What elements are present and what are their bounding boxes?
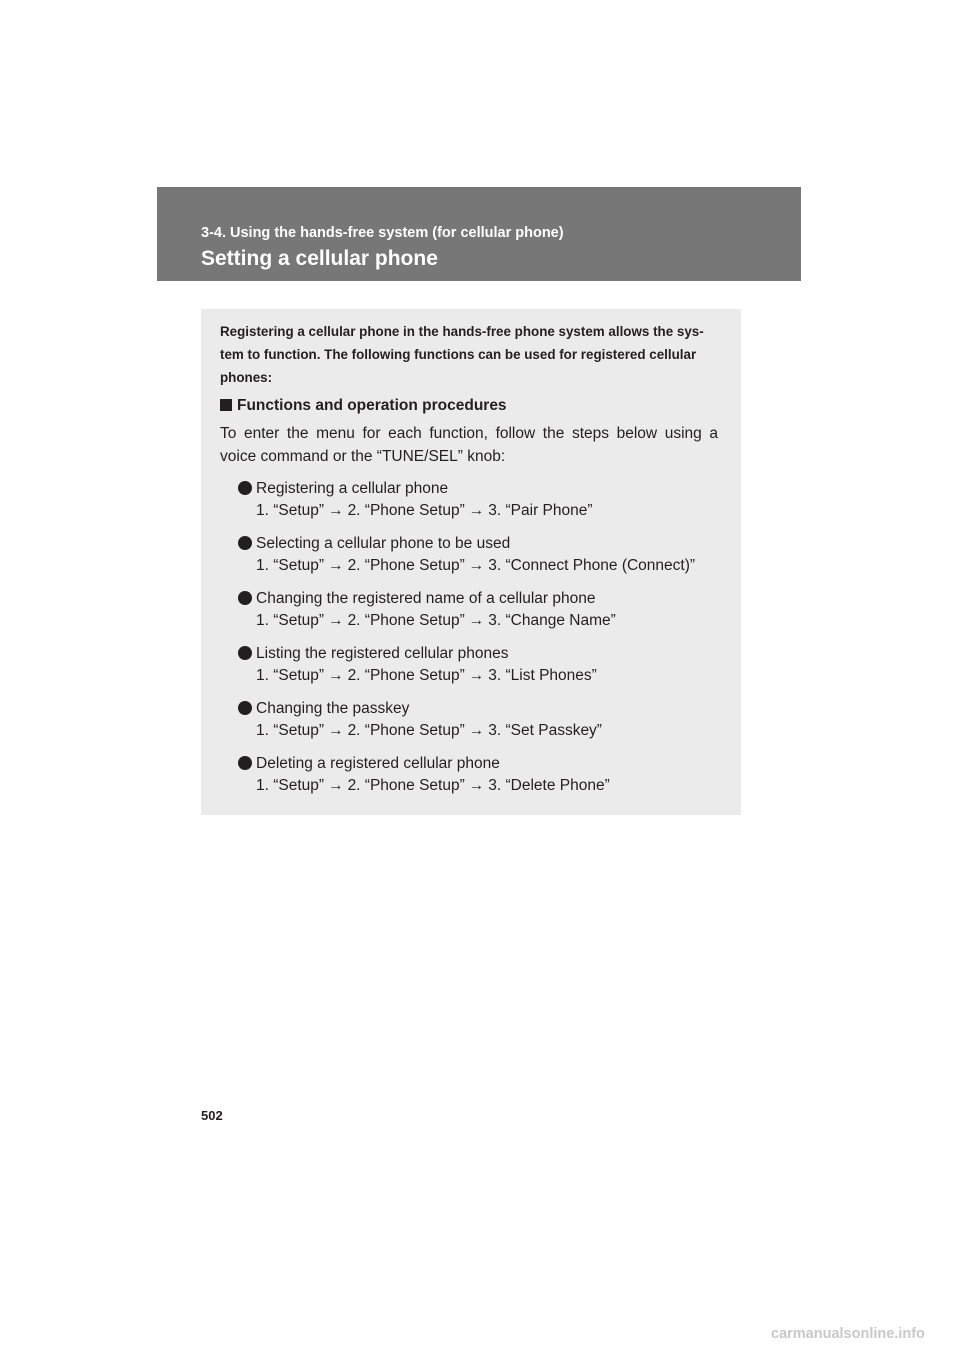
menu-path-step: 2. “Phone Setup”: [347, 612, 465, 629]
menu-path: [256, 664, 597, 687]
round-bullet-icon: [238, 481, 252, 495]
arrow-right-icon: →: [468, 557, 485, 574]
section-label: 3-4. Using the hands-free system (for cellular phone): [201, 225, 564, 241]
intro-paragraph: Registering a cellular phone in the hands-free phone system allows the sys- tem to function. The following functions can be used for registered cellular phones:: [220, 324, 704, 385]
arrow-right-icon: →: [328, 502, 344, 519]
function-item: [238, 752, 728, 807]
function-item: [238, 477, 728, 532]
section-header-band: [157, 187, 801, 281]
page-number: 502: [201, 1108, 223, 1123]
square-bullet-icon: [220, 399, 232, 411]
round-bullet-icon: [238, 756, 252, 770]
function-title: Registering a cellular phone: [256, 480, 449, 497]
menu-path-step: 1. “Setup”: [256, 612, 325, 629]
menu-path-step: 1. “Setup”: [256, 557, 325, 574]
menu-path-step: 2. “Phone Setup”: [347, 667, 465, 684]
function-item: [238, 697, 728, 752]
function-item: [238, 532, 728, 587]
arrow-right-icon: →: [468, 502, 485, 519]
arrow-right-icon: →: [328, 612, 344, 629]
menu-path: [256, 554, 695, 577]
arrow-right-icon: →: [328, 557, 344, 574]
menu-path-step: 1. “Setup”: [256, 667, 325, 684]
menu-path-step: 3. “Delete Phone”: [488, 777, 610, 794]
arrow-right-icon: →: [468, 722, 485, 739]
round-bullet-icon: [238, 646, 252, 660]
arrow-right-icon: →: [328, 777, 344, 794]
round-bullet-icon: [238, 701, 252, 715]
content-box: [201, 309, 741, 815]
menu-path-step: 2. “Phone Setup”: [347, 722, 465, 739]
page-title: Setting a cellular phone: [201, 247, 438, 270]
subheading: [220, 397, 507, 415]
body-paragraph: To enter the menu for each function, follow the steps below using a voice command or the “TUNE/SEL” knob:: [220, 425, 718, 465]
function-item: [238, 642, 728, 697]
menu-path-step: 3. “Set Passkey”: [488, 722, 602, 739]
arrow-right-icon: →: [468, 667, 485, 684]
subheading-text: Functions and operation procedures: [237, 397, 507, 414]
arrow-right-icon: →: [328, 667, 344, 684]
menu-path: [256, 499, 593, 522]
function-item: [238, 587, 728, 642]
function-list: [238, 477, 728, 807]
round-bullet-icon: [238, 591, 252, 605]
round-bullet-icon: [238, 536, 252, 550]
arrow-right-icon: →: [468, 612, 485, 629]
function-title: Selecting a cellular phone to be used: [256, 535, 511, 552]
menu-path-step: 1. “Setup”: [256, 777, 325, 794]
menu-path-step: 3. “List Phones”: [488, 667, 597, 684]
function-title: Deleting a registered cellular phone: [256, 755, 500, 772]
menu-path-step: 3. “Change Name”: [488, 612, 616, 629]
menu-path: [256, 774, 610, 797]
watermark: carmanualsonline.info: [771, 1326, 925, 1342]
menu-path-step: 1. “Setup”: [256, 502, 325, 519]
menu-path-step: 2. “Phone Setup”: [347, 502, 465, 519]
function-title: Changing the passkey: [256, 700, 410, 717]
arrow-right-icon: →: [468, 777, 485, 794]
function-title: Listing the registered cellular phones: [256, 645, 509, 662]
function-title: Changing the registered name of a cellular phone: [256, 590, 596, 607]
menu-path-step: 3. “Connect Phone (Connect)”: [488, 557, 696, 574]
menu-path-step: 3. “Pair Phone”: [488, 502, 593, 519]
arrow-right-icon: →: [328, 722, 344, 739]
menu-path: [256, 719, 602, 742]
menu-path-step: 2. “Phone Setup”: [347, 557, 465, 574]
menu-path-step: 2. “Phone Setup”: [347, 777, 465, 794]
menu-path-step: 1. “Setup”: [256, 722, 325, 739]
menu-path: [256, 609, 616, 632]
